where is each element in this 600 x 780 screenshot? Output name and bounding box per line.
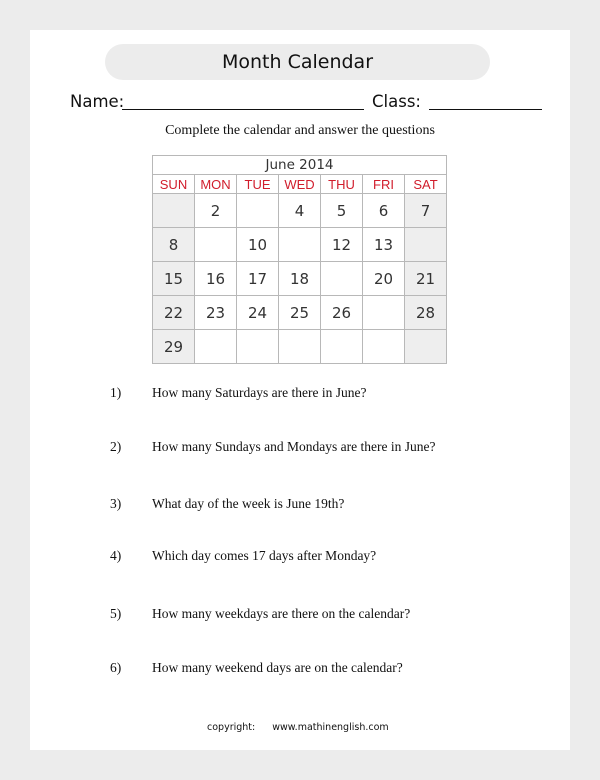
question-number: 2) <box>110 439 122 454</box>
calendar-day-cell[interactable] <box>195 228 237 262</box>
calendar-day-cell[interactable] <box>153 194 195 228</box>
day-header-thu: THU <box>321 175 363 194</box>
calendar-week-row <box>153 296 447 330</box>
question-number: 5) <box>110 606 122 621</box>
calendar-day-cell[interactable] <box>321 330 363 364</box>
class-label: Class: <box>372 92 421 111</box>
calendar-day-cell[interactable] <box>279 330 321 364</box>
calendar-day-cell[interactable]: 29 <box>153 330 195 364</box>
calendar-day-cell[interactable]: 24 <box>237 296 279 330</box>
calendar-day-cell[interactable] <box>405 330 447 364</box>
copyright-footer <box>207 722 389 733</box>
question-text: What day of the week is June 19th? <box>152 496 345 511</box>
calendar-day-cell[interactable]: 16 <box>195 262 237 296</box>
calendar-day-cell[interactable]: 5 <box>321 194 363 228</box>
calendar-day-cell[interactable] <box>237 194 279 228</box>
calendar-day-cell[interactable] <box>363 296 405 330</box>
question-text: How many weekend days are on the calendar? <box>152 660 403 675</box>
calendar-day-cell[interactable] <box>195 330 237 364</box>
copyright-label: copyright: <box>207 722 256 733</box>
calendar-day-cell[interactable]: 2 <box>195 194 237 228</box>
calendar-day-cell[interactable]: 25 <box>279 296 321 330</box>
calendar-day-cell[interactable]: 15 <box>153 262 195 296</box>
copyright-site-link[interactable]: www.mathinenglish.com <box>272 722 389 733</box>
calendar-week-row <box>153 194 447 228</box>
calendar-day-cell[interactable]: 6 <box>363 194 405 228</box>
class-blank-line[interactable] <box>429 109 542 110</box>
calendar-day-cell[interactable]: 28 <box>405 296 447 330</box>
calendar-month-header: June 2014 <box>153 156 447 175</box>
calendar-day-cell[interactable] <box>363 330 405 364</box>
question-number: 4) <box>110 548 122 563</box>
day-header-fri: FRI <box>363 175 405 194</box>
calendar-day-cell[interactable]: 21 <box>405 262 447 296</box>
calendar-day-cell[interactable]: 4 <box>279 194 321 228</box>
question-text: How many Saturdays are there in June? <box>152 385 367 400</box>
question-number: 3) <box>110 496 122 511</box>
question-number: 6) <box>110 660 122 675</box>
question-number: 1) <box>110 385 122 400</box>
calendar-day-cell[interactable]: 10 <box>237 228 279 262</box>
calendar-day-cell[interactable] <box>279 228 321 262</box>
calendar-day-cell[interactable]: 22 <box>153 296 195 330</box>
instruction-text: Complete the calendar and answer the questions <box>165 123 435 138</box>
calendar-day-cell[interactable]: 20 <box>363 262 405 296</box>
calendar-day-cell[interactable]: 13 <box>363 228 405 262</box>
calendar-week-row <box>153 330 447 364</box>
name-label: Name: <box>70 92 125 111</box>
calendar-day-cell[interactable] <box>321 262 363 296</box>
worksheet-page <box>30 30 570 750</box>
day-header-tue: TUE <box>237 175 279 194</box>
calendar-day-cell[interactable]: 23 <box>195 296 237 330</box>
day-header-mon: MON <box>195 175 237 194</box>
worksheet-title: Month Calendar <box>105 44 490 80</box>
calendar-day-cell[interactable]: 7 <box>405 194 447 228</box>
calendar-day-cell[interactable]: 18 <box>279 262 321 296</box>
day-header-sat: SAT <box>405 175 447 194</box>
question-text: Which day comes 17 days after Monday? <box>152 548 377 563</box>
day-header-sun: SUN <box>153 175 195 194</box>
calendar-week-row <box>153 228 447 262</box>
question-text: How many Sundays and Mondays are there in June? <box>152 439 436 454</box>
calendar-day-cell[interactable]: 26 <box>321 296 363 330</box>
calendar-day-cell[interactable] <box>237 330 279 364</box>
question-text: How many weekdays are there on the calendar? <box>152 606 411 621</box>
name-blank-line[interactable] <box>122 109 364 110</box>
calendar-day-cell[interactable] <box>405 228 447 262</box>
calendar-day-cell[interactable]: 8 <box>153 228 195 262</box>
calendar-table <box>152 155 447 364</box>
calendar-day-cell[interactable]: 17 <box>237 262 279 296</box>
name-class-row <box>70 92 540 114</box>
calendar-week-row <box>153 262 447 296</box>
day-header-wed: WED <box>279 175 321 194</box>
calendar-day-cell[interactable]: 12 <box>321 228 363 262</box>
